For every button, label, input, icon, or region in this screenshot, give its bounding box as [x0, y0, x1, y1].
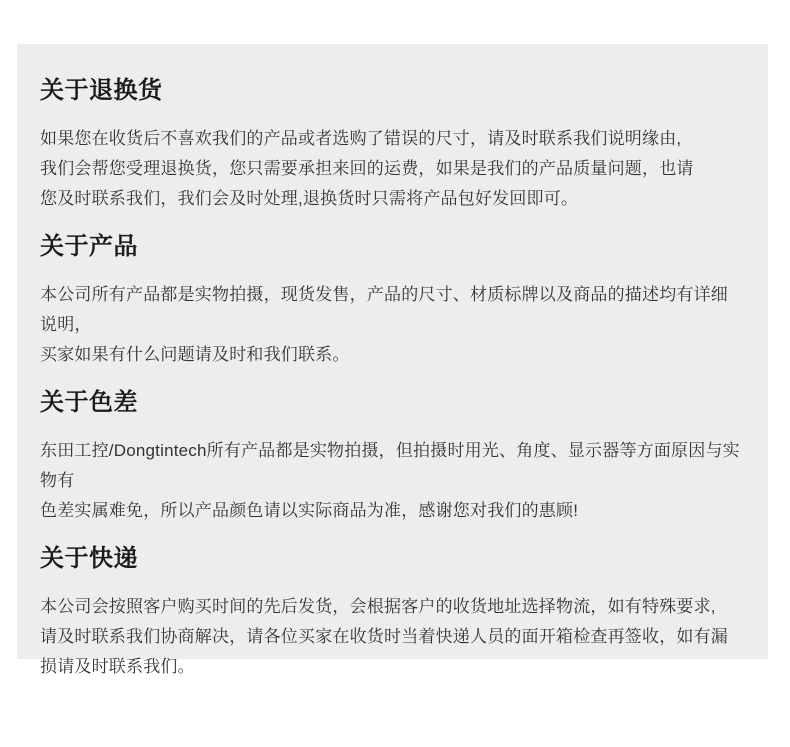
- section-color-difference-body: 东田工控/Dongtintech所有产品都是实物拍摄，但拍摄时用光、角度、显示器等方面原因与实物有 色差实属难免，所以产品颜色请以实际商品为准，感谢您对我们的惠顾!: [40, 441, 740, 520]
- section-product-body: 本公司所有产品都是实物拍摄，现货发售，产品的尺寸、材质标牌以及商品的描述均有详细说明， 买家如果有什么问题请及时和我们联系。: [40, 285, 728, 364]
- page: [0, 44, 790, 747]
- section-returns-body: 如果您在收货后不喜欢我们的产品或者选购了错误的尺寸，请及时联系我们说明缘由, 我们会帮您受理退换货，您只需要承担来回的运费，如果是我们的产品质量问题，也请 您及时联系我们，我们会及时处理,退换货时只需将产品包好发回即可。: [40, 129, 694, 208]
- section-shipping: [40, 544, 744, 682]
- section-returns: [40, 76, 744, 214]
- section-shipping-body: 本公司会按照客户购买时间的先后发货，会根据客户的收货地址选择物流，如有特殊要求, 请及时联系我们协商解决，请各位买家在收货时当着快递人员的面开箱检查再签收，如有漏 损请及时联系我们。: [40, 597, 728, 676]
- section-returns-title: 关于退换货: [40, 77, 163, 104]
- section-shipping-title: 关于快递: [40, 545, 138, 572]
- section-product-title: 关于产品: [40, 233, 138, 260]
- info-panel: [17, 44, 768, 676]
- section-color-difference: [40, 388, 744, 526]
- section-color-difference-title: 关于色差: [40, 389, 138, 416]
- section-product: [40, 232, 744, 370]
